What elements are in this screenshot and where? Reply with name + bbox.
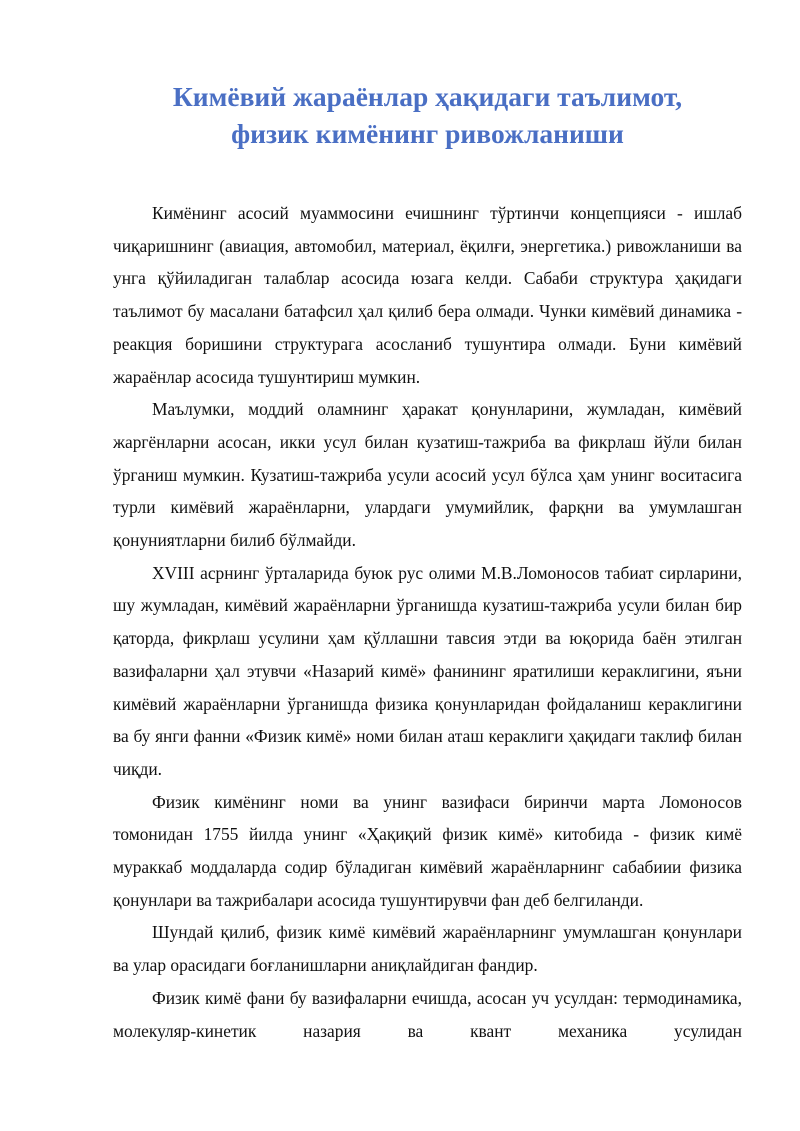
paragraph-6: Физик кимё фани бу вазифаларни ечишда, асосан уч усулдан: термодинамика, молекуляр-кинетик назария ва квант механика усулидан xyxy=(113,987,742,1041)
document-title xyxy=(113,78,742,152)
paragraph-1: Кимёнинг асосий муаммосини ечишнинг тўртинчи концепцияси - ишлаб чиқаришнинг (авиация, автомобил, материал, ёқилғи, энергетика.) ривожланиши ва унга қўйиладиган талаблар асосида юзага келди. Сабаби структура ҳақидаги таълимот бу масалани батафсил ҳал қилиб бера олмади. Чунки кимёвий динамика - реакция боришини структурага асосланиб тушунтира олмади. Буни кимёвий жараёнлар асосида тушунтириш мумкин. xyxy=(113,203,742,387)
paragraph-4: Физик кимёнинг номи ва унинг вазифаси биринчи марта Ломоносов томонидан 1755 йилда унинг «Ҳақиқий физик кимё» китобида - физик кимё мураккаб моддаларда содир бўладиган кимёвий жараёнларнинг сабабиии физика қонунлари ва тажрибалари асосида тушунтирувчи фан деб белгиланди. xyxy=(113,791,742,910)
title-line-2: физик кимёнинг ривожланиши xyxy=(231,118,624,149)
title-line-1: Кимёвий жараёнлар ҳақидаги таълимот, xyxy=(172,81,683,112)
paragraph-5: Шундай қилиб, физик кимё кимёвий жараёнларнинг умумлашган қонунлари ва улар орасидаги боғланишларни аниқлайдиган фандир. xyxy=(113,922,742,976)
paragraph-3: XVIII асрнинг ўрталарида буюк рус олими М.В.Ломоносов табиат сирларини, шу жумладан, кимёвий жараёнларни ўрганишда кузатиш-тажриба усули билан бир қаторда, фикрлаш усулини ҳам қўллашни тавсия этди ва юқорида баён этилган вазифаларни ҳал этувчи «Назарий кимё» фанининг яратилиши кераклигини, яъни кимёвий жараёнларни ўрганишда физика қонунларидан фойдаланиш кераклигини ва бу янги фанни «Физик кимё» номи билан аташ кераклиги ҳақидаги таклиф билан чиқди. xyxy=(113,562,742,779)
paragraph-2: Маълумки, моддий оламнинг ҳаракат қонунларини, жумладан, кимёвий жаргёнларни асосан, икки усул билан кузатиш-тажриба ва фикрлаш йўли билан ўрганиш мумкин. Кузатиш-тажриба усули асосий усул бўлса ҳам унинг воситасига турли кимёвий жараёнларни, улардаги умумийлик, фарқни ва умумлашган қонуниятларни билиб бўлмайди. xyxy=(113,399,742,551)
document-page xyxy=(113,78,742,1047)
document-body xyxy=(113,197,742,1047)
